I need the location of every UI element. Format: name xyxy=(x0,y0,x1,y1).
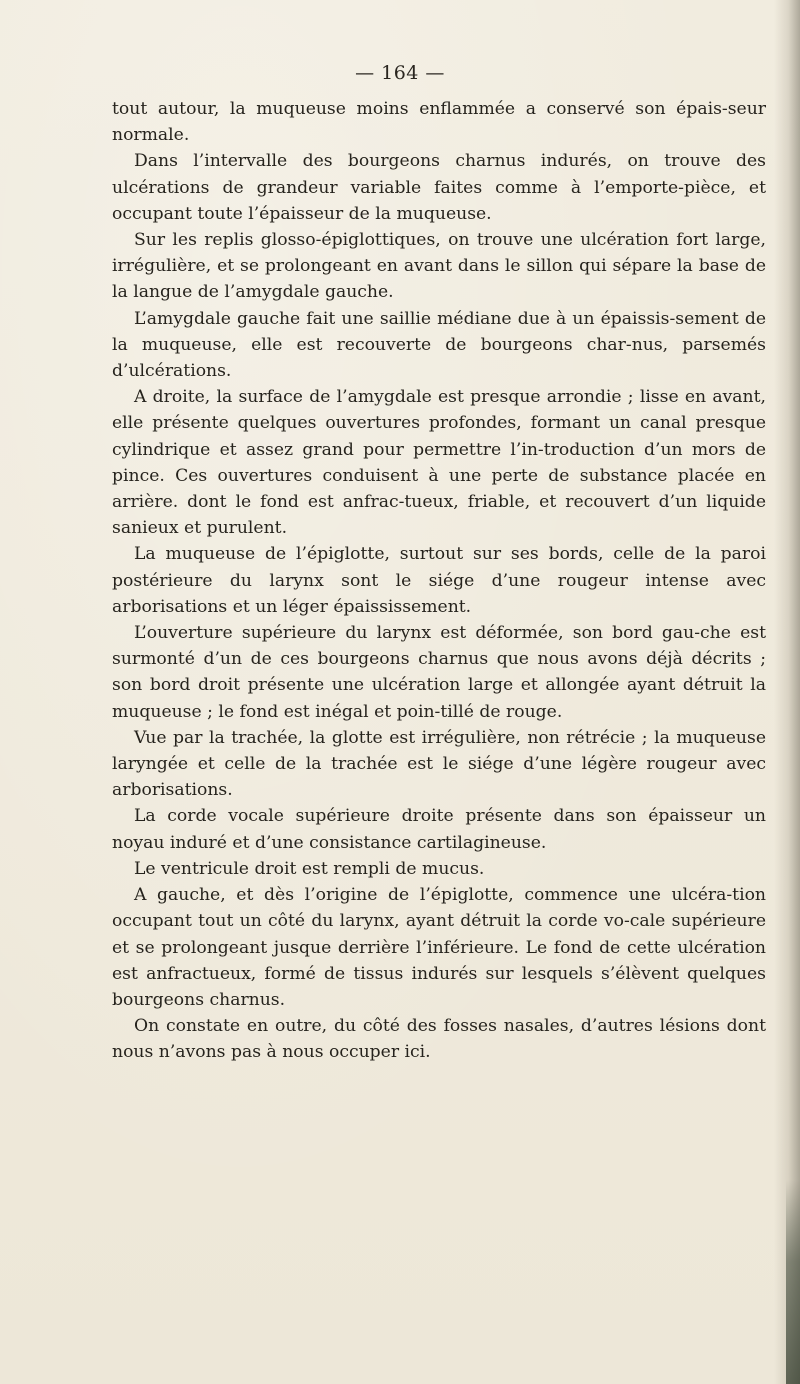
paragraph: A gauche, et dès l’origine de l’épiglotte, commence une ulcéra-tion occupant tout un côté du larynx, ayant détruit la corde vo-cale supérieure et se prolongeant jusque derrière l’inférieure. Le fond de cette ulcération est anfractueux, formé de tissus indurés sur lesquels s’élèvent quelques bourgeons charnus. xyxy=(112,885,766,1010)
paragraph: Vue par la trachée, la glotte est irrégulière, non rétrécie ; la muqueuse laryngée et celle de la trachée est le siége d’une légère rougeur avec arborisations. xyxy=(112,727,766,801)
paragraph: La corde vocale supérieure droite présente dans son épaisseur un noyau induré et d’une consistance cartilagineuse. xyxy=(112,806,766,853)
page-edge-stain xyxy=(786,1180,800,1384)
paragraph: La muqueuse de l’épiglotte, surtout sur ses bords, celle de la paroi postérieure du larynx sont le siége d’une rougeur intense avec arborisations et un léger épaississement. xyxy=(112,544,766,617)
body-text xyxy=(112,96,766,1066)
paragraph: Le ventricule droit est rempli de mucus. xyxy=(134,858,485,879)
page-number: — 164 — xyxy=(355,62,445,84)
paragraph: Sur les replis glosso-épiglottiques, on trouve une ulcération fort large, irrégulière, et se prolongeant en avant dans le sillon qui sépare la base de la langue de l’amygdale gauche. xyxy=(112,230,766,303)
paragraph: Dans l’intervalle des bourgeons charnus indurés, on trouve des ulcérations de grandeur variable faites comme à l’emporte-pièce, et occupant toute l’épaisseur de la muqueuse. xyxy=(112,151,766,224)
paragraph: tout autour, la muqueuse moins enflammée a conservé son épais-seur normale. xyxy=(112,99,766,146)
paragraph: On constate en outre, du côté des fosses nasales, d’autres lésions dont nous n’avons pas à nous occuper ici. xyxy=(112,1016,766,1063)
page-edge-shadow xyxy=(774,0,800,1384)
paragraph: L’ouverture supérieure du larynx est déformée, son bord gau-che est surmonté d’un de ces bourgeons charnus que nous avons déjà décrits ; son bord droit présente une ulcération large et allongée ayant détruit la muqueuse ; le fond est inégal et poin-tillé de rouge. xyxy=(112,623,766,722)
paragraph: L’amygdale gauche fait une saillie médiane due à un épaissis-sement de la muqueuse, elle est recouverte de bourgeons char-nus, parsemés d’ulcérations. xyxy=(112,308,766,382)
paragraph: A droite, la surface de l’amygdale est presque arrondie ; lisse en avant, elle présente quelques ouvertures profondes, formant un canal presque cylindrique et assez grand pour permettre l’in-troduction d’un mors de pince. Ces ouvertures conduisent à une perte de substance placée en arrière. dont le fond est anfrac-tueux, friable, et recouvert d’un liquide sanieux et purulent. xyxy=(112,387,766,539)
